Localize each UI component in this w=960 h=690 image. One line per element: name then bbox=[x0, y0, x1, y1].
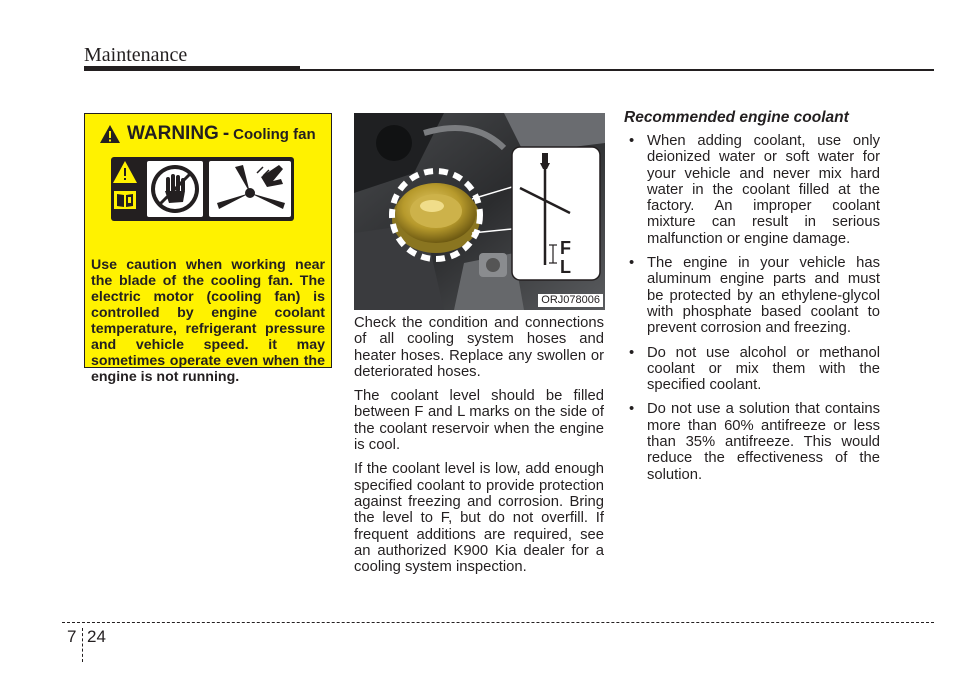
list-item: • Do not use alcohol or methanol coolant or mix them with the specified coolant. bbox=[624, 345, 880, 394]
paragraph: If the coolant level is low, add enough specified coolant to provide protection against freezing and corrosion. Bring the level to F, but do not overfill. If frequent additions are required, see an authorized K900 Kia dealer for a cooling system inspection. bbox=[354, 461, 604, 576]
header-rule-thick bbox=[84, 66, 300, 71]
warning-triangle-icon bbox=[113, 161, 137, 183]
warning-subtitle: Cooling fan bbox=[233, 125, 316, 143]
stop-hand-icon bbox=[147, 161, 203, 217]
paragraph: The coolant level should be filled between F and L marks on the side of the coolant reservoir when the engine is cool. bbox=[354, 388, 604, 454]
recommended-coolant-section bbox=[624, 109, 880, 491]
warning-box bbox=[84, 113, 332, 385]
list-item: • The engine in your vehicle has aluminum engine parts and must be protected by an ethylene-glycol with phosphate based coolant to prevent corrosion and freezing. bbox=[624, 255, 880, 336]
bullet-list bbox=[624, 133, 880, 483]
footer-rule bbox=[62, 622, 934, 623]
warning-label: WARNING bbox=[127, 123, 219, 144]
header-rule-thin bbox=[300, 69, 934, 71]
manual-book-icon bbox=[114, 191, 136, 209]
chapter-number: 7 bbox=[67, 627, 77, 646]
footer-divider bbox=[82, 628, 83, 662]
list-item: • When adding coolant, use only deionized water or soft water for your vehicle and never mix hard water in the coolant filled at the factory. An improper coolant mixture can result in serious malfunction or engine damage. bbox=[624, 133, 880, 247]
warning-text: Use caution when working near the blade of the cooling fan. The electric motor (cooling fan) is controlled by engine coolant temperature, refrigerant pressure and vehicle speed. it may sometimes operate even when the engine is not running. bbox=[91, 257, 325, 385]
figure-code: ORJ078006 bbox=[538, 294, 603, 307]
page-number: 24 bbox=[87, 627, 106, 646]
warning-triangle-icon bbox=[99, 124, 121, 144]
list-item: • Do not use a solution that contains more than 60% antifreeze or less than 35% antifreeze. This would reduce the effectiveness of the solution. bbox=[624, 401, 880, 482]
fan-blade-hand-icon bbox=[209, 161, 291, 217]
coolant-check-text bbox=[354, 315, 604, 583]
paragraph: Check the condition and connections of all cooling system hoses and heater hoses. Replace any swollen or deteriorated hoses. bbox=[354, 315, 604, 380]
engine-photo bbox=[354, 113, 605, 310]
gauge-l-label: L bbox=[560, 257, 571, 277]
warning-separator: - bbox=[222, 123, 230, 144]
warning-icon-panel bbox=[111, 157, 294, 221]
section-title: Maintenance bbox=[84, 44, 188, 66]
warning-title bbox=[99, 123, 316, 145]
gauge-f-label: F bbox=[560, 238, 571, 258]
section-heading: Recommended engine coolant bbox=[624, 109, 849, 126]
